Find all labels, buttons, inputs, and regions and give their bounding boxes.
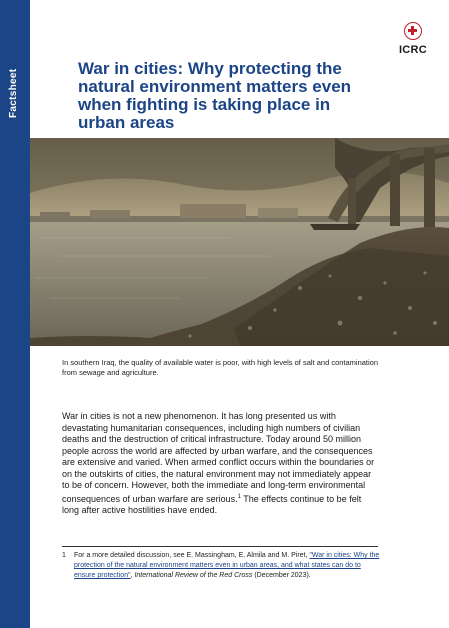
footnote-prefix: For a more detailed discussion, see E. Massingham, E. Almila and M. Piret, — [74, 552, 310, 559]
document-type-label: Factsheet — [8, 68, 19, 118]
photo-caption: In southern Iraq, the quality of available water is poor, with high levels of salt and contamination from sewage and agriculture. — [62, 358, 379, 377]
icrc-logo — [395, 22, 431, 56]
footnote — [62, 551, 380, 581]
red-cross-emblem-icon — [404, 22, 422, 40]
footnote-reference[interactable]: 1 — [237, 493, 241, 500]
page-title: War in cities: Why protecting the natural environment matters even when fighting is taking place in urban areas — [78, 59, 352, 132]
sidebar-band — [0, 0, 30, 628]
riverbank-with-bridge-photo — [30, 138, 449, 346]
footnote-number: 1 — [62, 552, 66, 559]
body-text-part-1: War in cities is not a new phenomenon. It has long presented us with devastating humanitarian consequences, including high numbers of civilian deaths and the destruction of critical infrastructure. Today around 50 million people across the world are affected by urban warfare, and the consequences are extensive and varied. When armed conflict occurs within the boundaries or on the outskirts of cities, the natural environment may not immediately appear to be of concern. However, both the immediate and long-term environmental consequences of urban warfare are serious. — [62, 411, 375, 504]
footnote-body — [74, 551, 380, 581]
footnote-journal: , International Review of the Red Cross — [130, 572, 253, 579]
footnote-suffix: (December 2023). — [252, 572, 311, 579]
logo-text: ICRC — [398, 44, 428, 56]
body-text-part-2: The effects continue to be felt long after active hostilities have ended. — [62, 493, 362, 515]
body-paragraph — [62, 411, 380, 517]
footnote-article-link[interactable]: "War in cities: Why the protection of the natural environment matters even in urban areas, and what states can do to ensure protection" — [74, 552, 380, 579]
footnote-divider — [62, 546, 378, 547]
